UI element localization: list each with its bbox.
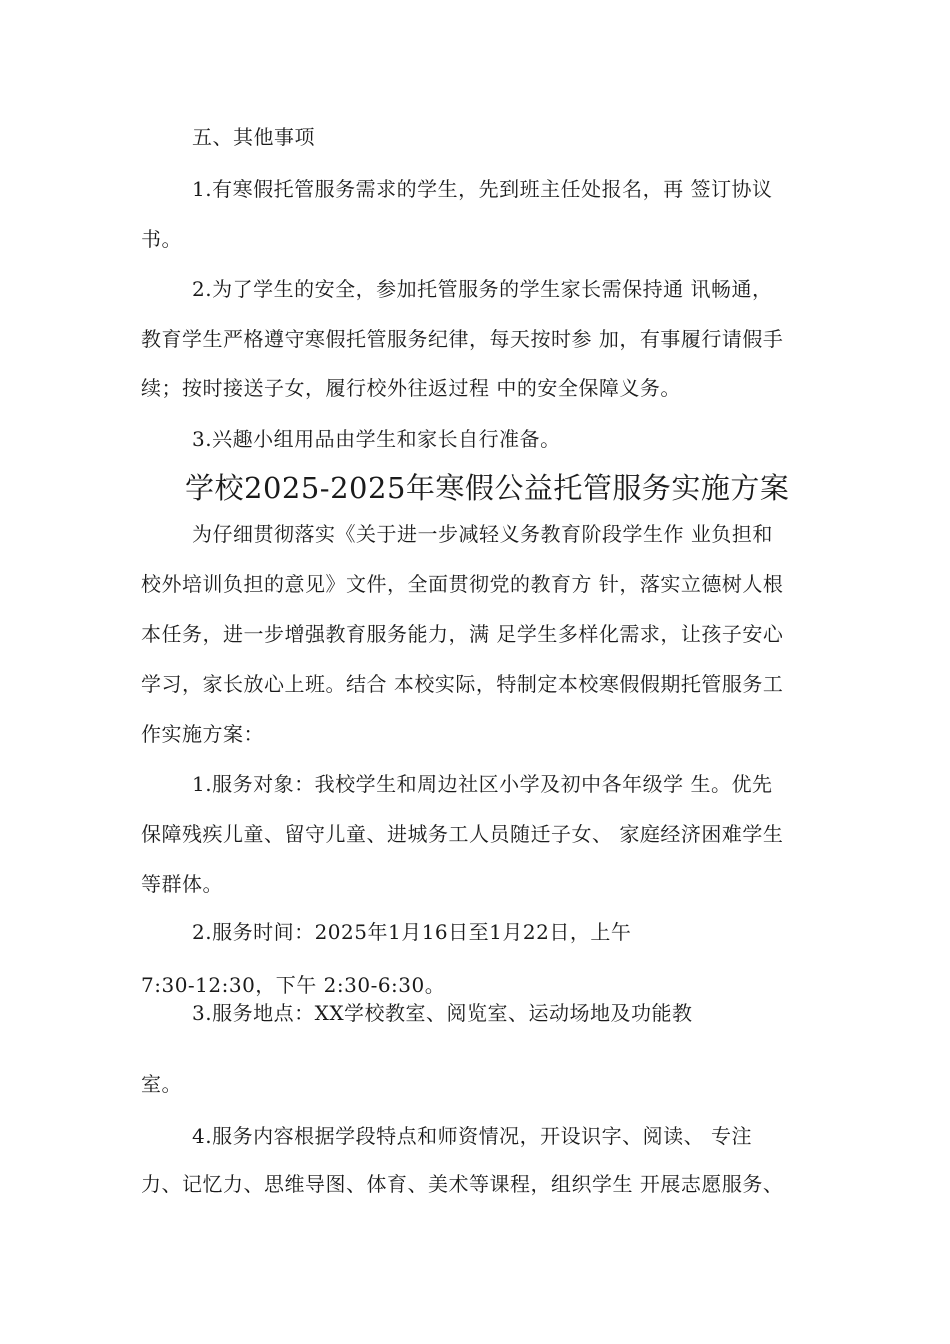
paragraph-line: 本任务，进一步增强教育服务能力，满 足学生多样化需求，让孩子安心 [141,622,784,646]
paragraph-line: 2.为了学生的安全，参加托管服务的学生家长需保持通 讯畅通， [192,277,773,301]
paragraph-line: 7:30-12:30，下午 2:30-6:30。 [141,973,446,997]
paragraph-line: 书。 [141,227,182,251]
paragraph-line: 教育学生严格遵守寒假托管服务纪律，每天按时参 加，有事履行请假手 [141,327,784,351]
paragraph-line: 1.服务对象：我校学生和周边社区小学及初中各年级学 生。优先 [192,772,773,796]
paragraph-line: 力、记忆力、思维导图、体育、美术等课程，组织学生 开展志愿服务、 [141,1172,784,1196]
paragraph-line: 作实施方案： [141,722,264,746]
paragraph-line: 续；按时接送子女，履行校外往返过程 中的安全保障义务。 [141,376,681,400]
paragraph-line: 3.兴趣小组用品由学生和家长自行准备。 [192,427,561,451]
paragraph-line: 1.有寒假托管服务需求的学生，先到班主任处报名，再 签订协议 [192,177,773,201]
paragraph-line: 3.服务地点：XX学校教室、阅览室、运动场地及功能教 [192,1001,693,1025]
document-title: 学校2025-2025年寒假公益托管服务实施方案 [185,471,790,505]
paragraph-line: 保障残疾儿童、留守儿童、进城务工人员随迁子女、 家庭经济困难学生 [141,822,784,846]
section-heading: 五、其他事项 [192,125,315,149]
paragraph-line: 为仔细贯彻落实《关于进一步减轻义务教育阶段学生作 业负担和 [192,522,773,546]
paragraph-line: 4.服务内容根据学段特点和师资情况，开设识字、阅读、 专注 [192,1124,752,1148]
paragraph-line: 学习，家长放心上班。结合 本校实际，特制定本校寒假假期托管服务工 [141,672,784,696]
paragraph-line: 室。 [141,1072,182,1096]
paragraph-line: 等群体。 [141,872,223,896]
paragraph-line: 校外培训负担的意见》文件，全面贯彻党的教育方 针，落实立德树人根 [141,572,784,596]
paragraph-line: 2.服务时间：2025年1月16日至1月22日，上午 [192,920,632,944]
